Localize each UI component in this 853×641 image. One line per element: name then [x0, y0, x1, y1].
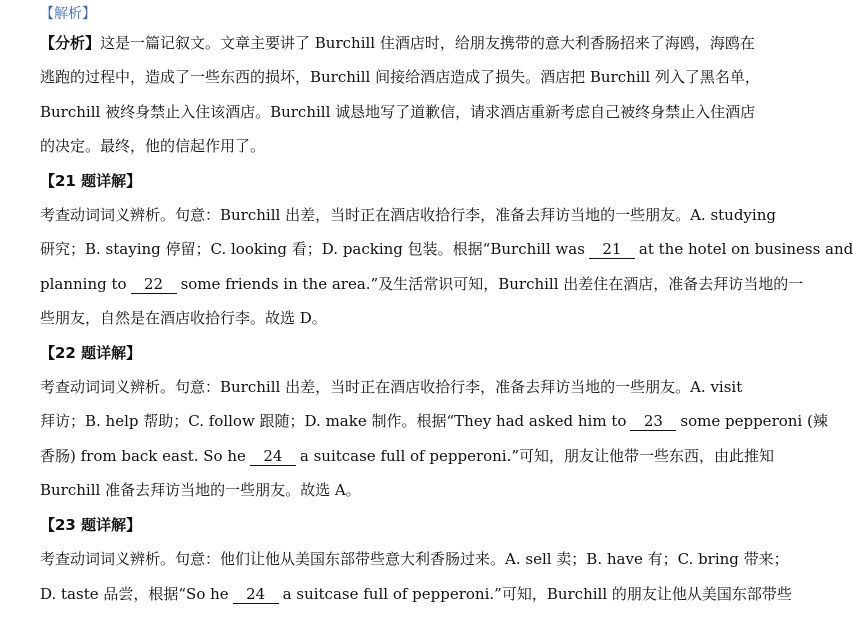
blank-21: 21	[589, 241, 635, 259]
q21-line-2	[40, 232, 853, 266]
q22-line-3-text-a: 香肠) from back east. So he	[40, 446, 246, 465]
q21-line-3-text-a: planning to	[40, 274, 127, 293]
q21-line-3	[40, 267, 804, 301]
q22-line-2-text-a: 拜访；B. help 帮助；C. follow 跟随；D. make 制作。根据“They had asked him to	[40, 412, 627, 431]
analysis-tag: 【分析】	[40, 34, 101, 52]
q23-line-2-text-b: a suitcase full of pepperoni.”可知，Burchill 的朋友让他从美国东部带些	[282, 584, 792, 603]
analysis-line-4: 的决定。最终，他的信起作用了。	[40, 137, 266, 156]
q21-line-2-text-a: 研究；B. staying 停留；C. looking 看；D. packing 包装。根据“Burchill was	[40, 240, 585, 259]
q21-line-1: 考查动词词义辨析。句意：Burchill 出差，当时正在酒店收拾行李，准备去拜访当地的一些朋友。A. studying	[40, 206, 776, 225]
analysis-line-3: Burchill 被终身禁止入住该酒店。Burchill 诚恳地写了道歉信，请求酒店重新考虑自己被终身禁止入住酒店	[40, 102, 756, 121]
q21-line-3-text-b: some friends in the area.”及生活常识可知，Burchill 出差住在酒店，准备去拜访当地的一	[180, 274, 804, 293]
q21-section	[40, 164, 853, 336]
blank-24-repeat: 24	[233, 586, 279, 604]
q22-line-3	[40, 439, 775, 473]
q21-line-4: 些朋友，自然是在酒店收拾行李。故选 D。	[40, 309, 327, 328]
q22-line-4: Burchill 准备去拜访当地的一些朋友。故选 A。	[40, 481, 361, 500]
q21-line-2-text-b: at the hotel on business and	[638, 240, 853, 259]
analysis-section	[40, 26, 770, 164]
q22-section	[40, 336, 828, 508]
q23-line-2-text-a: D. taste 品尝，根据“So he	[40, 584, 229, 603]
analysis-header: 【解析】	[40, 6, 96, 22]
q22-line-2-text-b: some pepperoni (辣	[680, 412, 828, 431]
q23-heading: 【23 题详解】	[40, 515, 142, 534]
q23-line-2	[40, 577, 792, 611]
q22-heading: 【22 题详解】	[40, 343, 142, 362]
analysis-line-1	[40, 26, 770, 60]
q22-line-1: 考查动词词义辨析。句意：Burchill 出差，当时正在酒店收拾行李，准备去拜访当地的一些朋友。A. visit	[40, 378, 743, 397]
q21-heading: 【21 题详解】	[40, 171, 142, 190]
analysis-text-1: 这是一篇记叙文。文章主要讲了 Burchill 住酒店时，给朋友携带的意大利香肠招来了海鸥，海鸥在	[100, 34, 755, 52]
q22-line-2	[40, 404, 828, 438]
q23-section	[40, 508, 792, 611]
q23-line-1: 考查动词词义辨析。句意：他们让他从美国东部带些意大利香肠过来。A. sell 卖；B. have 有；C. bring 带来；	[40, 550, 789, 569]
q22-line-3-text-b: a suitcase full of pepperoni.”可知，朋友让他带一些东西，由此推知	[299, 446, 775, 465]
blank-23: 23	[630, 413, 676, 431]
blank-24: 24	[250, 448, 296, 466]
blank-22: 22	[131, 276, 177, 294]
analysis-line-2: 逃跑的过程中，造成了一些东西的损坏，Burchill 间接给酒店造成了损失。酒店把 Burchill 列入了黑名单，	[40, 68, 760, 87]
